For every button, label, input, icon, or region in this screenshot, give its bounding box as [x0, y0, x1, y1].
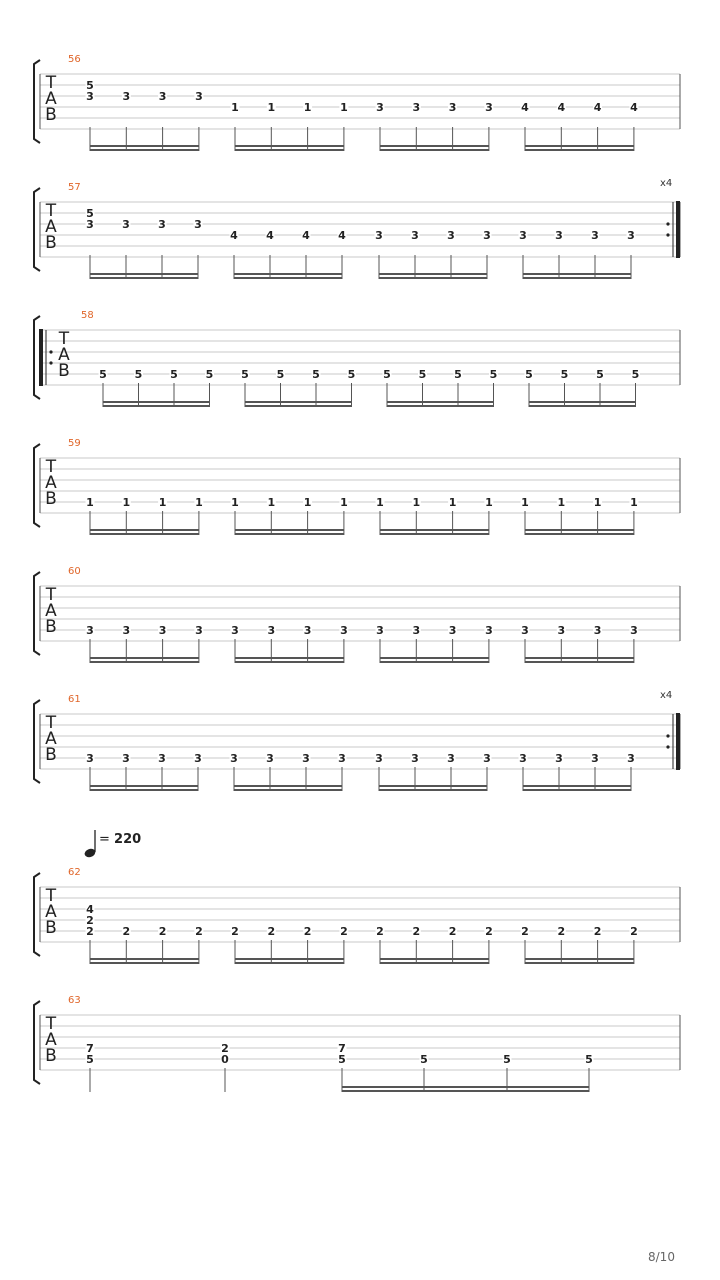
beam-1 [387, 401, 494, 403]
tempo-marking [83, 830, 141, 859]
beam-2 [387, 405, 494, 407]
fret-number: 5 [383, 368, 391, 381]
beam-2 [525, 661, 634, 663]
fret-number: 4 [630, 101, 638, 114]
fret-number: 5 [241, 368, 249, 381]
tab-clef-letter: T [45, 886, 57, 906]
fret-number: 2 [86, 914, 94, 927]
beam-2 [342, 1090, 589, 1092]
tab-clef-letter: T [45, 585, 57, 605]
fret-number: 3 [555, 229, 563, 242]
fret-number: 2 [86, 925, 94, 938]
repeat-count: x4 [660, 178, 673, 189]
fret-number: 2 [231, 925, 239, 938]
fret-number: 5 [347, 368, 356, 381]
fret-number: 1 [122, 496, 131, 509]
fret-number: 4 [593, 101, 602, 114]
fret-number: 1 [303, 101, 312, 114]
measure-number: 60 [68, 566, 81, 577]
beam-2 [525, 962, 634, 964]
fret-number: 0 [221, 1053, 229, 1066]
fret-number: 5 [560, 368, 569, 381]
beam-2 [234, 277, 342, 279]
measure-number: 57 [68, 182, 81, 193]
measure-number: 59 [68, 438, 81, 449]
fret-number: 2 [412, 925, 421, 938]
beam-2 [90, 149, 199, 151]
fret-number: 3 [194, 218, 202, 231]
beam-1 [380, 145, 489, 147]
measure-number: 63 [68, 995, 81, 1006]
fret-number: 4 [266, 229, 274, 242]
beam-1 [525, 529, 634, 531]
fret-number: 1 [557, 496, 566, 509]
fret-number: 3 [376, 101, 384, 114]
tab-clef-letter: T [45, 457, 57, 477]
beam-1 [342, 1086, 589, 1088]
fret-number: 3 [376, 624, 384, 637]
fret-number: 1 [521, 496, 529, 509]
tab-system [34, 690, 680, 791]
fret-number: 3 [122, 90, 131, 103]
fret-number: 3 [375, 229, 383, 242]
fret-number: 4 [338, 229, 346, 242]
beam-1 [523, 273, 631, 275]
fret-number: 1 [412, 496, 421, 509]
fret-number: 3 [86, 218, 94, 231]
tab-clef-letter: B [45, 105, 57, 125]
fret-number: 3 [411, 229, 419, 242]
fret-number: 1 [630, 496, 638, 509]
fret-number: 5 [312, 368, 320, 381]
system-bracket [34, 188, 40, 271]
fret-number: 1 [340, 101, 348, 114]
tab-system [34, 995, 680, 1092]
fret-number: 1 [195, 496, 203, 509]
fret-number: 5 [205, 368, 214, 381]
beam-1 [90, 529, 199, 531]
beam-1 [380, 958, 489, 960]
fret-number: 3 [230, 752, 238, 765]
repeat-dot [49, 361, 52, 364]
beam-2 [380, 149, 489, 151]
beam-1 [235, 529, 344, 531]
fret-number: 1 [376, 496, 384, 509]
beam-2 [235, 962, 344, 964]
fret-number: 3 [158, 752, 166, 765]
fret-number: 1 [448, 496, 457, 509]
fret-number: 2 [221, 1042, 229, 1055]
repeat-dot [666, 734, 669, 737]
fret-number: 2 [557, 925, 566, 938]
fret-number: 5 [631, 368, 640, 381]
fret-number: 3 [412, 624, 421, 637]
beam-1 [235, 657, 344, 659]
fret-number: 4 [521, 101, 529, 114]
fret-number: 1 [231, 101, 239, 114]
fret-number: 7 [86, 1042, 94, 1055]
beam-1 [103, 401, 210, 403]
fret-number: 5 [86, 1053, 94, 1066]
fret-number: 3 [593, 624, 602, 637]
fret-number: 5 [86, 79, 94, 92]
beam-2 [103, 405, 210, 407]
tab-clef-letter: B [45, 617, 57, 637]
tab-clef-letter: B [45, 1046, 57, 1066]
beam-1 [380, 529, 489, 531]
fret-number: 3 [267, 624, 276, 637]
fret-number: 1 [340, 496, 348, 509]
beam-2 [90, 661, 199, 663]
fret-number: 5 [420, 1053, 428, 1066]
fret-number: 3 [519, 229, 527, 242]
fret-number: 2 [521, 925, 529, 938]
beam-2 [523, 789, 631, 791]
fret-number: 5 [454, 368, 462, 381]
fret-number: 2 [267, 925, 276, 938]
fret-number: 3 [158, 218, 166, 231]
system-bracket [34, 873, 40, 956]
fret-number: 1 [158, 496, 167, 509]
fret-number: 3 [448, 101, 457, 114]
fret-number: 3 [521, 624, 529, 637]
beam-1 [380, 657, 489, 659]
tab-clef-letter: A [45, 902, 57, 922]
fret-number: 4 [302, 229, 310, 242]
fret-number: 2 [303, 925, 312, 938]
fret-number: 5 [86, 207, 94, 220]
tab-clef-letter: A [45, 473, 57, 493]
fret-number: 5 [338, 1053, 346, 1066]
fret-number: 2 [593, 925, 602, 938]
beam-1 [525, 145, 634, 147]
fret-number: 1 [593, 496, 602, 509]
fret-number: 3 [303, 624, 312, 637]
tab-clef-letter: B [58, 361, 70, 381]
system-bracket [34, 572, 40, 655]
fret-number: 2 [485, 925, 493, 938]
fret-number: 1 [267, 101, 276, 114]
fret-number: 1 [267, 496, 276, 509]
fret-number: 4 [86, 903, 94, 916]
fret-number: 5 [99, 368, 107, 381]
beam-2 [90, 962, 199, 964]
fret-number: 2 [340, 925, 348, 938]
tempo-value: = 220 [99, 832, 142, 847]
fret-number: 3 [485, 101, 493, 114]
fret-number: 2 [376, 925, 384, 938]
measure-number: 61 [68, 694, 81, 705]
fret-number: 3 [122, 624, 131, 637]
fret-number: 2 [630, 925, 638, 938]
beam-1 [523, 785, 631, 787]
fret-number: 3 [412, 101, 421, 114]
fret-number: 3 [302, 752, 310, 765]
beam-2 [523, 277, 631, 279]
beam-1 [379, 273, 487, 275]
tab-system [34, 310, 680, 407]
fret-number: 2 [448, 925, 457, 938]
tab-clef-letter: A [45, 89, 57, 109]
beam-2 [234, 789, 342, 791]
tab-system [34, 178, 680, 279]
beam-2 [235, 533, 344, 535]
fret-number: 3 [448, 624, 457, 637]
beam-1 [235, 145, 344, 147]
fret-number: 3 [557, 624, 566, 637]
fret-number: 3 [195, 624, 203, 637]
tab-clef-letter: A [45, 729, 57, 749]
beam-1 [525, 958, 634, 960]
fret-number: 3 [122, 218, 130, 231]
fret-number: 3 [158, 90, 167, 103]
fret-number: 5 [525, 368, 533, 381]
beam-2 [380, 533, 489, 535]
beam-1 [235, 958, 344, 960]
tab-clef-letter: B [45, 489, 57, 509]
fret-number: 3 [86, 752, 94, 765]
fret-number: 3 [483, 229, 491, 242]
fret-number: 3 [519, 752, 527, 765]
repeat-dot [666, 222, 669, 225]
beam-2 [245, 405, 352, 407]
beam-2 [90, 277, 198, 279]
fret-number: 3 [483, 752, 491, 765]
tab-system [34, 438, 680, 535]
measure-number: 62 [68, 867, 81, 878]
fret-number: 3 [591, 752, 599, 765]
fret-number: 3 [340, 624, 348, 637]
repeat-dot [666, 233, 669, 236]
tab-clef-letter: T [45, 1014, 57, 1034]
fret-number: 3 [555, 752, 563, 765]
fret-number: 3 [194, 752, 202, 765]
measure-number: 58 [81, 310, 94, 321]
fret-number: 2 [195, 925, 203, 938]
tab-clef-letter: T [45, 713, 57, 733]
fret-number: 2 [158, 925, 167, 938]
tab-system [34, 54, 680, 151]
beam-2 [525, 149, 634, 151]
beam-1 [245, 401, 352, 403]
tab-clef-letter: A [45, 217, 57, 237]
fret-number: 5 [276, 368, 285, 381]
tab-clef-letter: T [58, 329, 70, 349]
tab-clef-letter: B [45, 233, 57, 253]
tab-clef-letter: A [58, 345, 70, 365]
fret-number: 3 [86, 90, 94, 103]
fret-number: 1 [303, 496, 312, 509]
measure-number: 56 [68, 54, 81, 65]
beam-1 [90, 145, 199, 147]
fret-number: 5 [134, 368, 143, 381]
fret-number: 4 [557, 101, 566, 114]
fret-number: 1 [231, 496, 239, 509]
beam-2 [235, 661, 344, 663]
fret-number: 3 [485, 624, 493, 637]
fret-number: 3 [122, 752, 130, 765]
repeat-end-thick-bar [676, 201, 680, 258]
fret-number: 3 [627, 229, 635, 242]
fret-number: 5 [418, 368, 427, 381]
fret-number: 5 [596, 368, 604, 381]
repeat-end-thick-bar [676, 713, 680, 770]
tab-clef-letter: B [45, 918, 57, 938]
system-bracket [34, 60, 40, 143]
fret-number: 3 [195, 90, 203, 103]
repeat-dot [666, 745, 669, 748]
fret-number: 2 [122, 925, 131, 938]
repeat-count: x4 [660, 690, 673, 701]
tab-clef-letter: A [45, 1030, 57, 1050]
fret-number: 5 [585, 1053, 593, 1066]
tab-clef-letter: T [45, 201, 57, 221]
fret-number: 1 [86, 496, 94, 509]
beam-2 [380, 962, 489, 964]
fret-number: 3 [630, 624, 638, 637]
repeat-dot [49, 350, 52, 353]
beam-1 [90, 657, 199, 659]
fret-number: 4 [230, 229, 238, 242]
beam-2 [379, 789, 487, 791]
beam-2 [379, 277, 487, 279]
beam-1 [90, 273, 198, 275]
beam-1 [529, 401, 636, 403]
fret-number: 5 [170, 368, 178, 381]
fret-number: 5 [489, 368, 498, 381]
fret-number: 7 [338, 1042, 346, 1055]
fret-number: 3 [411, 752, 419, 765]
fret-number: 3 [447, 229, 455, 242]
fret-number: 3 [231, 624, 239, 637]
fret-number: 5 [503, 1053, 511, 1066]
beam-2 [380, 661, 489, 663]
beam-1 [525, 657, 634, 659]
fret-number: 3 [158, 624, 167, 637]
beam-1 [234, 273, 342, 275]
fret-number: 3 [375, 752, 383, 765]
beam-2 [529, 405, 636, 407]
beam-1 [234, 785, 342, 787]
beam-2 [525, 533, 634, 535]
repeat-start-thick-bar [39, 329, 43, 386]
tab-clef-letter: B [45, 745, 57, 765]
fret-number: 3 [447, 752, 455, 765]
tab-system [34, 566, 680, 663]
beam-1 [379, 785, 487, 787]
beam-2 [90, 789, 198, 791]
fret-number: 1 [485, 496, 493, 509]
system-bracket [34, 700, 40, 783]
fret-number: 3 [338, 752, 346, 765]
fret-number: 3 [627, 752, 635, 765]
tab-clef-letter: T [45, 73, 57, 93]
fret-number: 3 [266, 752, 274, 765]
beam-1 [90, 785, 198, 787]
tab-clef-letter: A [45, 601, 57, 621]
fret-number: 3 [591, 229, 599, 242]
beam-2 [235, 149, 344, 151]
beam-2 [90, 533, 199, 535]
beam-1 [90, 958, 199, 960]
system-bracket [34, 1001, 40, 1084]
page-number: 8/10 [648, 1250, 675, 1264]
system-bracket [34, 444, 40, 527]
fret-number: 3 [86, 624, 94, 637]
tab-system [34, 867, 680, 964]
